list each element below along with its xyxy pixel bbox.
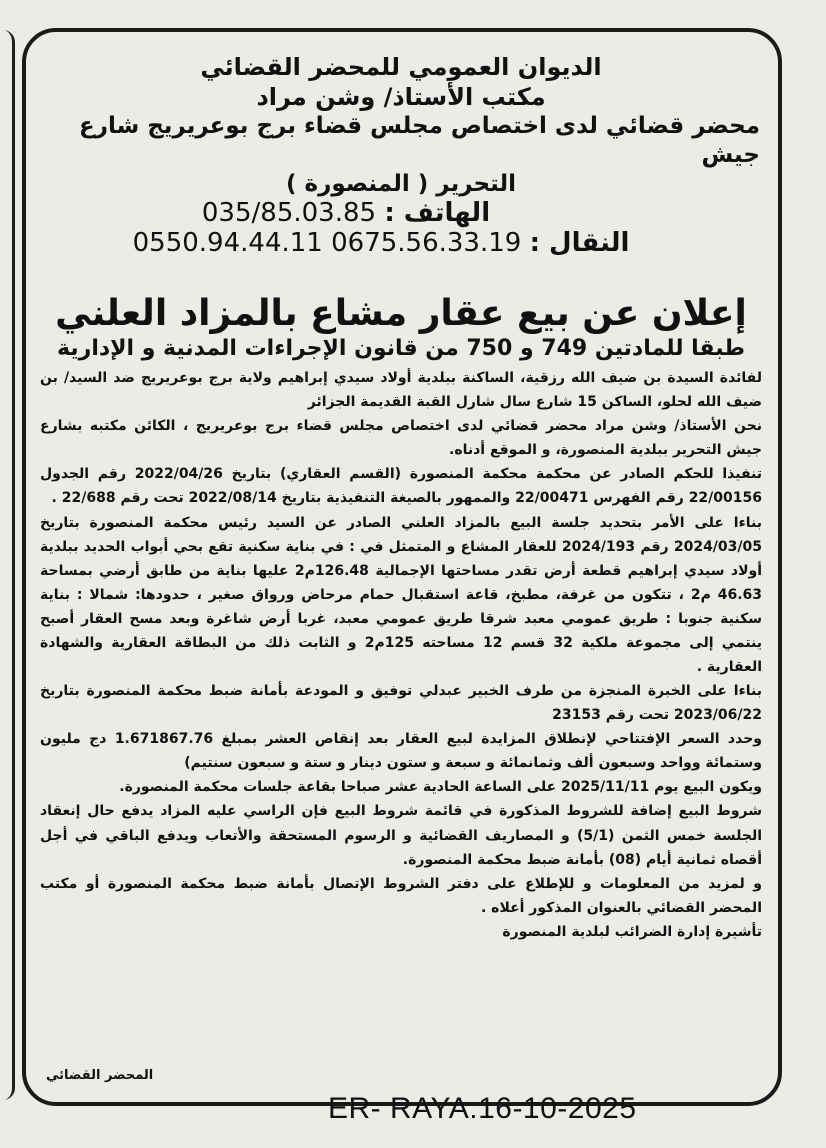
notice-title: إعلان عن بيع عقار مشاع بالمزاد العلني bbox=[55, 293, 747, 335]
paragraph-contact: و لمزيد من المعلومات و للإطلاع على دفتر الشروط الإتصال بأمانة ضبط محكمة المنصورة أو مكتب المحضر القضائي بالعنوان المذكور أعلاه . bbox=[40, 875, 762, 916]
header-phone bbox=[40, 198, 762, 228]
notice-subtitle: طبقا للمادتين 749 و 750 من قانون الإجراءات المدنية و الإدارية bbox=[57, 336, 745, 362]
paragraph-judgment: تنفيذا للحكم الصادر عن محكمة محكمة المنصورة (القسم العقاري) بتاريخ 2022/04/26 رقم الجدول 22/00156 رقم الفهرس 22/00471 والممهور بالصيغة التنفيذية بتاريخ 2022/08/14 تحت رقم 22/688 . bbox=[40, 466, 762, 507]
phone-number: 035/85.03.85 bbox=[201, 198, 377, 229]
paragraph-conditions: شروط البيع إضافة للشروط المذكورة في قائمة شروط البيع فإن الراسي عليه المزاد يدفع حال إنعقاد الجلسة خمس الثمن (5/1) و المصاريف القضائية و الرسوم المستحقة والأتعاب ويدفع الباقي في أجل أقصاه ثمانية أيام (08) بأمانة ضبط محكمة المنصورة. bbox=[40, 803, 763, 868]
notice-body bbox=[40, 366, 762, 944]
paragraph-sale-date: ويكون البيع يوم 2025/11/11 على الساعة الحادية عشر صباحا بقاعة جلسات محكمة المنصورة. bbox=[119, 779, 762, 796]
mobile-label: النقال : bbox=[529, 228, 630, 259]
signature: المحضر القضائي bbox=[46, 1068, 154, 1083]
paragraph-expertise: بناءا على الخبرة المنجزة من طرف الخبير عبدلي توفيق و المودعة بأمانة ضبط محكمة المنصورة بتاريخ 2023/06/22 تحت رقم 23153 bbox=[40, 683, 762, 724]
mobile-numbers: 0550.94.44.11 0675.56.33.19 bbox=[132, 228, 522, 259]
publication-stamp: ER- RAYA:16-10-2025 bbox=[328, 1092, 637, 1125]
header-mobile bbox=[40, 228, 762, 258]
paragraph-tax-visa: تأشيرة إدارة الضرائب لبلدية المنصورة bbox=[502, 923, 762, 940]
header-jurisdiction: محضر قضائي لدى اختصاص مجلس قضاء برج بوعريريج شارع جيش bbox=[79, 113, 760, 168]
paragraph-property: بناءا على الأمر بتحديد جلسة البيع بالمزاد العلني الصادر عن السيد رئيس محكمة المنصورة بتاريخ 2024/03/05 رقم 2024/193 للعقار المشاع و المتمثل في : في بناية سكنية تقع بحي أبواب الحديد ببلدية أولاد سيدي إبراهيم قطعة أرض تقدر مساحتها الإجمالية 126.48م2 عليها بناية من طابق أرضي بمساحة 46.63 م2 ، تتكون من غرفة، مطبخ، قاعة استقبال حمام مرحاض ورواق صغير ، حدودها: شمالا : بناية سكنية جنوبا : طريق عمومي معبد شرقا طريق عمومي معبد، غربا أرض شاغرة وبعد مسح العقار أصبح ينتمي إلى مجموعة ملكية 32 قسم 12 مساحته 125م2 و الثابت ذلك من البطاقة العقارية والشهادة العقارية . bbox=[40, 514, 763, 675]
header-address: التحرير ( المنصورة ) bbox=[285, 170, 516, 197]
adjacent-column-border bbox=[0, 30, 15, 1100]
header-office: الديوان العمومي للمحضر القضائي bbox=[200, 53, 602, 81]
paragraph-price: وحدد السعر الإفتتاحي لإنطلاق المزايدة لبيع العقار بعد إنقاص العشر بمبلغ 1.671867.76 دج مليون وستمائة وواحد وسبعون ألف وثمانمائة و سبعة و ستون دينار و ستة و سبعون سنتيم) bbox=[40, 731, 762, 772]
notice-content bbox=[40, 46, 762, 944]
paragraph-bailiff: نحن الأستاذ/ وشن مراد محضر قضائي لدى اختصاص مجلس قضاء برج بوعريريج ، الكائن مكتبه بشارع جيش التحرير ببلدية المنصورة، و الموقع أدناه. bbox=[40, 418, 762, 459]
paragraph-parties: لفائدة السيدة بن ضيف الله رزقية، الساكنة ببلدية أولاد سيدي إبراهيم ولاية برج بوعريريج ضد السيد/ بن ضيف الله لحلو، الساكن 15 شارع سال شارل القبة القديمة الجزائر bbox=[40, 370, 762, 411]
phone-label: الهاتف : bbox=[384, 198, 491, 229]
header-bailiff: مكتب الأستاذ/ وشن مراد bbox=[256, 83, 546, 111]
